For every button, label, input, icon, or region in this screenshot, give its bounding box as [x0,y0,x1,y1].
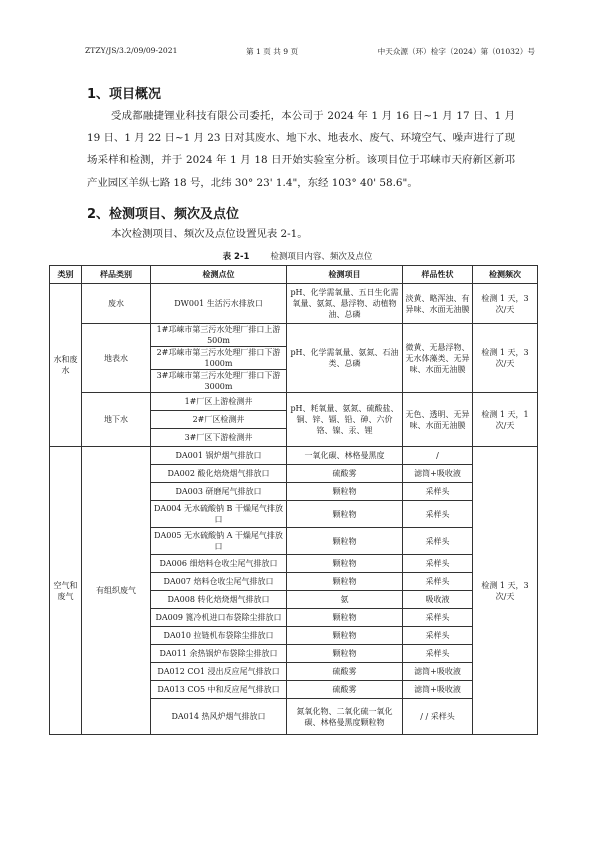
table-row [50,284,538,324]
nature-cell: 微黄、无悬浮物、无水体藻类、无异味、水面无油膜 [403,324,473,393]
point-cell: DA002 酸化焙烧烟气排放口 [151,465,287,483]
items-cell: 硫酸雾 [287,663,403,681]
items-cell: pH、化学需氧量、氨氮、石油类、总磷 [287,324,403,393]
section-2-body: 本次检测项目、频次及点位设置见表 2-1。 [111,228,308,240]
sample-type-air: 有组织废气 [82,447,151,735]
point-cell: DA006 细焙料仓收尘尾气排放口 [151,555,287,573]
point-cell: DA012 CO1 浸出反应尾气排放口 [151,663,287,681]
frequency-cell: 检测 1 天，3 次/天 [473,324,538,393]
point-cell: DA009 篦冷机进口布袋除尘排放口 [151,609,287,627]
items-cell: 颗粒物 [287,609,403,627]
point-cell: DA004 无水硫酸钠 B 干燥尾气排放口 [151,501,287,528]
point-cell: 1#邛崃市第三污水处理厂排口上游 500m [151,324,287,347]
nature-cell: 采样头 [403,483,473,501]
table-header-row [50,266,538,284]
nature-cell: 吸收液 [403,591,473,609]
items-cell: 硫酸雾 [287,465,403,483]
sample-type-wastewater: 废水 [82,284,151,324]
header-items: 检测项目 [287,266,403,284]
nature-cell: 采样头 [403,528,473,555]
header-frequency: 检测频次 [473,266,538,284]
nature-cell: 采样头 [403,627,473,645]
sample-type-surface: 地表水 [82,324,151,393]
point-cell: DA001 锅炉烟气排放口 [151,447,287,465]
frequency-cell: 检测 1 天，3 次/天 [473,284,538,324]
items-cell: 颗粒物 [287,555,403,573]
point-cell: DA008 转化焙烧烟气排放口 [151,591,287,609]
point-cell: 1#厂区上游检测井 [151,393,287,411]
doc-code: ZTZY/JS/3.2/09/09-2021 [85,46,178,55]
items-cell: 颗粒物 [287,573,403,591]
items-cell: 硫酸雾 [287,681,403,699]
category-air: 空气和废气 [50,447,82,735]
table-caption-number: 表 2-1 [222,252,250,262]
table-caption-title: 检测项目内容、频次及点位 [270,252,373,262]
point-cell: DA003 研磨尾气排放口 [151,483,287,501]
nature-cell: / [403,447,473,465]
table-row [50,447,538,465]
point-cell: DA005 无水硫酸钠 A 干燥尾气排放口 [151,528,287,555]
items-cell: 颗粒物 [287,645,403,663]
point-cell: DA011 余热锅炉布袋除尘排放口 [151,645,287,663]
point-cell: 3#厂区下游检测井 [151,429,287,447]
nature-cell: 采样头 [403,609,473,627]
section-1-body: 受成都融捷锂业科技有限公司委托，本公司于 2024 年 1 月 16 日~1 月 17 日、1 月 19 日、1 月 22 日~1 月 23 日对其废水、地下水、地表水、废气、环境空气、噪声进行了现场采样和检测，并于 2024 年 1 月 18 日开始实验室分析。该项目位于邛崃市天府新区新邛产业园区羊纵七路 18 号，北纬 30° 23' 1.4"，东经 103° 40' 58.6"。 [87,110,515,189]
point-cell: DW001 生活污水排放口 [151,284,287,324]
frequency-cell: 检测 1 天，1 次/天 [473,393,538,447]
nature-cell: 采样头 [403,501,473,528]
point-cell: DA014 热风炉烟气排放口 [151,699,287,735]
section-2-title: 2、检测项目、频次及点位 [87,207,240,222]
point-cell: 3#邛崃市第三污水处理厂排口下游 3000m [151,370,287,393]
point-cell: DA013 CO5 中和反应尾气排放口 [151,681,287,699]
items-cell: 颗粒物 [287,483,403,501]
nature-cell: 滤筒+吸收液 [403,681,473,699]
items-cell: 颗粒物 [287,528,403,555]
header-sample-type: 样品类别 [82,266,151,284]
page-info: 第 1 页 共 9 页 [246,47,299,56]
items-cell: 颗粒物 [287,627,403,645]
header-point: 检测点位 [151,266,287,284]
sample-type-ground: 地下水 [82,393,151,447]
section-1-title: 1、项目概况 [87,87,162,102]
nature-cell: 采样头 [403,573,473,591]
point-cell: 2#厂区检测井 [151,411,287,429]
header-nature: 样品性状 [403,266,473,284]
page-header [85,46,535,58]
table-row [50,393,538,411]
nature-cell: / / 采样头 [403,699,473,735]
items-cell: 一氧化碳、林格曼黑度 [287,447,403,465]
items-cell: 氮氧化物、二氧化硫一氧化碳、林格曼黑度颗粒物 [287,699,403,735]
nature-cell: 无色、透明、无异味、水面无油膜 [403,393,473,447]
nature-cell: 采样头 [403,555,473,573]
items-cell: 颗粒物 [287,501,403,528]
items-cell: pH、化学需氧量、五日生化需氧量、氨氮、悬浮物、动植物油、总磷 [287,284,403,324]
point-cell: DA007 焙料仓收尘尾气排放口 [151,573,287,591]
nature-cell: 采样头 [403,645,473,663]
nature-cell: 滤筒+吸收液 [403,663,473,681]
table-caption [0,250,595,262]
point-cell: 2#邛崃市第三污水处理厂排口下游 1000m [151,347,287,370]
detection-table [49,265,538,735]
category-water: 水和废水 [50,284,82,447]
report-number: 中天众源（环）检字（2024）第（01032）号 [377,47,535,56]
table-row [50,324,538,347]
header-category: 类别 [50,266,82,284]
point-cell: DA010 拉链机布袋除尘排放口 [151,627,287,645]
items-cell: 氨 [287,591,403,609]
items-cell: pH、耗氧量、氨氮、硫酸盐、铜、锌、镉、铅、砷、六价铬、镍、汞、锂 [287,393,403,447]
nature-cell: 滤筒+吸收液 [403,465,473,483]
nature-cell: 淡黄、略浑浊、有异味、水面无油膜 [403,284,473,324]
frequency-cell: 检测 1 天，3 次/天 [473,447,538,735]
